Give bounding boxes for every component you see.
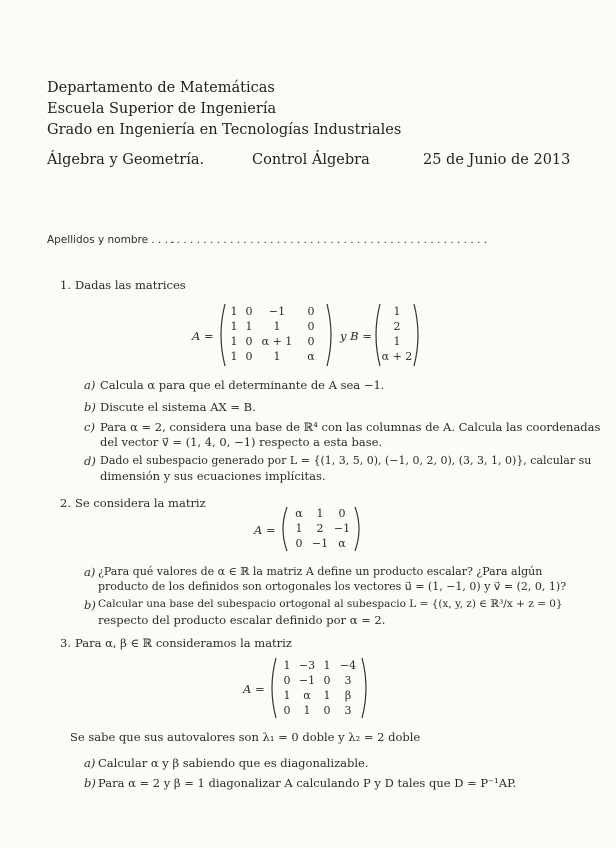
matrix-cell: 1 <box>230 335 238 348</box>
matrix-cell: α <box>338 537 346 550</box>
matrix-cell: 1 <box>303 704 311 717</box>
q1-intro: Dadas las matrices <box>75 278 186 292</box>
matrix-cell: 0 <box>283 674 291 687</box>
exam-title: Control Álgebra <box>252 152 370 168</box>
matrix-cell: α <box>307 350 315 363</box>
q3-number: 3. <box>60 636 71 650</box>
matrix-cell: 0 <box>283 704 291 717</box>
matrix-cell: 1 <box>323 659 331 672</box>
matrix-cell: 0 <box>295 537 303 550</box>
matrix-cell: 0 <box>245 350 253 363</box>
name-dots: . . . . . . . . . . . . . . . . . . . . . . . . . . . . . . . . . . . . . . . . . . . . . . . . <box>170 234 488 246</box>
matrix-cell: 0 <box>245 335 253 348</box>
matrix-cell: 0 <box>338 507 346 520</box>
matrix-cell: 1 <box>230 305 238 318</box>
matrix-cell: β <box>344 689 352 702</box>
q2-number: 2. <box>60 496 71 510</box>
q1-d-text-2: dimensión y sus ecuaciones implícitas. <box>100 469 326 483</box>
matrix-cell: 1 <box>316 507 324 520</box>
q1-d-text-1: Dado el subespacio generado por L = {(1, 3, 5, 0), (−1, 0, 2, 0), (3, 3, 1, 0)}, calcular su <box>100 454 592 467</box>
matrix-cell: 1 <box>393 305 401 318</box>
matrix-cell: 0 <box>323 704 331 717</box>
q1-a-item-label: a) <box>84 378 96 392</box>
q2-a-text-2: producto de los definidos son ortogonales los vectores u⃗ = (1, −1, 0) y v⃗ = (2, 0, 1)? <box>98 580 567 593</box>
matrix-cell: 1 <box>323 689 331 702</box>
q1-number: 1. <box>60 278 71 292</box>
matrix-cell: 0 <box>323 674 331 687</box>
q1-b-text: Discute el sistema AX = B. <box>100 400 256 414</box>
q2-b-text-2: respecto del producto escalar definido por α = 2. <box>98 613 386 627</box>
matrix-cell: 3 <box>344 674 352 687</box>
q1-matrix-b-cells <box>380 304 414 364</box>
matrix-cell: 1 <box>273 320 281 333</box>
q1-conjunction: y B = <box>340 329 372 343</box>
degree-line: Grado en Ingeniería en Tecnologías Industriales <box>47 122 402 138</box>
matrix-cell: 1 <box>295 522 303 535</box>
q2-b-text-1: Calcular una base del subespacio ortogonal al subespacio L = {(x, y, z) ∈ ℝ³/x + z = 0} <box>98 598 563 610</box>
matrix-cell: −4 <box>339 659 357 672</box>
q1-matrix-a-cells <box>227 304 325 364</box>
matrix-cell: −1 <box>298 674 316 687</box>
school-line: Escuela Superior de Ingeniería <box>47 101 277 117</box>
q1-d-item-label: d) <box>84 454 96 468</box>
q3-a-label: A = <box>243 682 265 696</box>
matrix-cell: α <box>295 507 303 520</box>
q1-b-item-label: b) <box>84 400 96 414</box>
q3-matrix-a-cells <box>278 658 360 718</box>
matrix-cell: 1 <box>273 350 281 363</box>
q3-intro: Para α, β ∈ ℝ consideramos la matriz <box>75 636 292 650</box>
department-line: Departamento de Matemáticas <box>47 80 275 96</box>
q3-b-item-label: b) <box>84 776 96 790</box>
matrix-cell: α + 1 <box>261 335 293 348</box>
q2-a-label: A = <box>254 523 276 537</box>
q1-a-label: A = <box>192 329 214 343</box>
q1-c-text-1: Para α = 2, considera una base de ℝ⁴ con las columnas de A. Calcula las coordenadas <box>100 420 601 434</box>
matrix-cell: 2 <box>316 522 324 535</box>
matrix-cell: 1 <box>230 320 238 333</box>
q3-a-text: Calcular α y β sabiendo que es diagonalizable. <box>98 756 369 770</box>
q3-b-text: Para α = 2 y β = 1 diagonalizar A calculando P y D tales que D = P⁻¹AP. <box>98 776 517 790</box>
q3-a-item-label: a) <box>84 756 96 770</box>
matrix-cell: −3 <box>298 659 316 672</box>
matrix-cell: 1 <box>283 689 291 702</box>
q3-eigenvalues: Se sabe que sus autovalores son λ₁ = 0 doble y λ₂ = 2 doble <box>70 730 421 744</box>
matrix-cell: −1 <box>333 522 351 535</box>
matrix-cell: −1 <box>311 537 329 550</box>
matrix-cell: 3 <box>344 704 352 717</box>
matrix-cell: 0 <box>307 305 315 318</box>
name-label: Apellidos y nombre . . . . <box>47 234 175 246</box>
q2-b-item-label: b) <box>84 598 96 612</box>
matrix-cell: 0 <box>307 320 315 333</box>
q2-a-item-label: a) <box>84 565 96 579</box>
matrix-cell: 1 <box>393 335 401 348</box>
matrix-cell: 0 <box>245 305 253 318</box>
matrix-cell: 1 <box>230 350 238 363</box>
matrix-cell: α <box>303 689 311 702</box>
q2-intro: Se considera la matriz <box>75 496 206 510</box>
matrix-cell: 1 <box>245 320 253 333</box>
matrix-cell: −1 <box>268 305 286 318</box>
q1-c-text-2: del vector v⃗ = (1, 4, 0, −1) respecto a esta base. <box>100 435 383 449</box>
exam-date: 25 de Junio de 2013 <box>423 152 571 168</box>
matrix-cell: 1 <box>283 659 291 672</box>
matrix-cell: α + 2 <box>381 350 413 363</box>
q2-matrix-a-cells <box>289 506 353 551</box>
course-title: Álgebra y Geometría. <box>47 152 205 168</box>
q2-a-text-1: ¿Para qué valores de α ∈ ℝ la matriz A define un producto escalar? ¿Para algún <box>98 565 543 578</box>
matrix-cell: 2 <box>393 320 401 333</box>
q1-a-text: Calcula α para que el determinante de A sea −1. <box>100 378 385 392</box>
q1-c-item-label: c) <box>84 420 95 434</box>
matrix-cell: 0 <box>307 335 315 348</box>
